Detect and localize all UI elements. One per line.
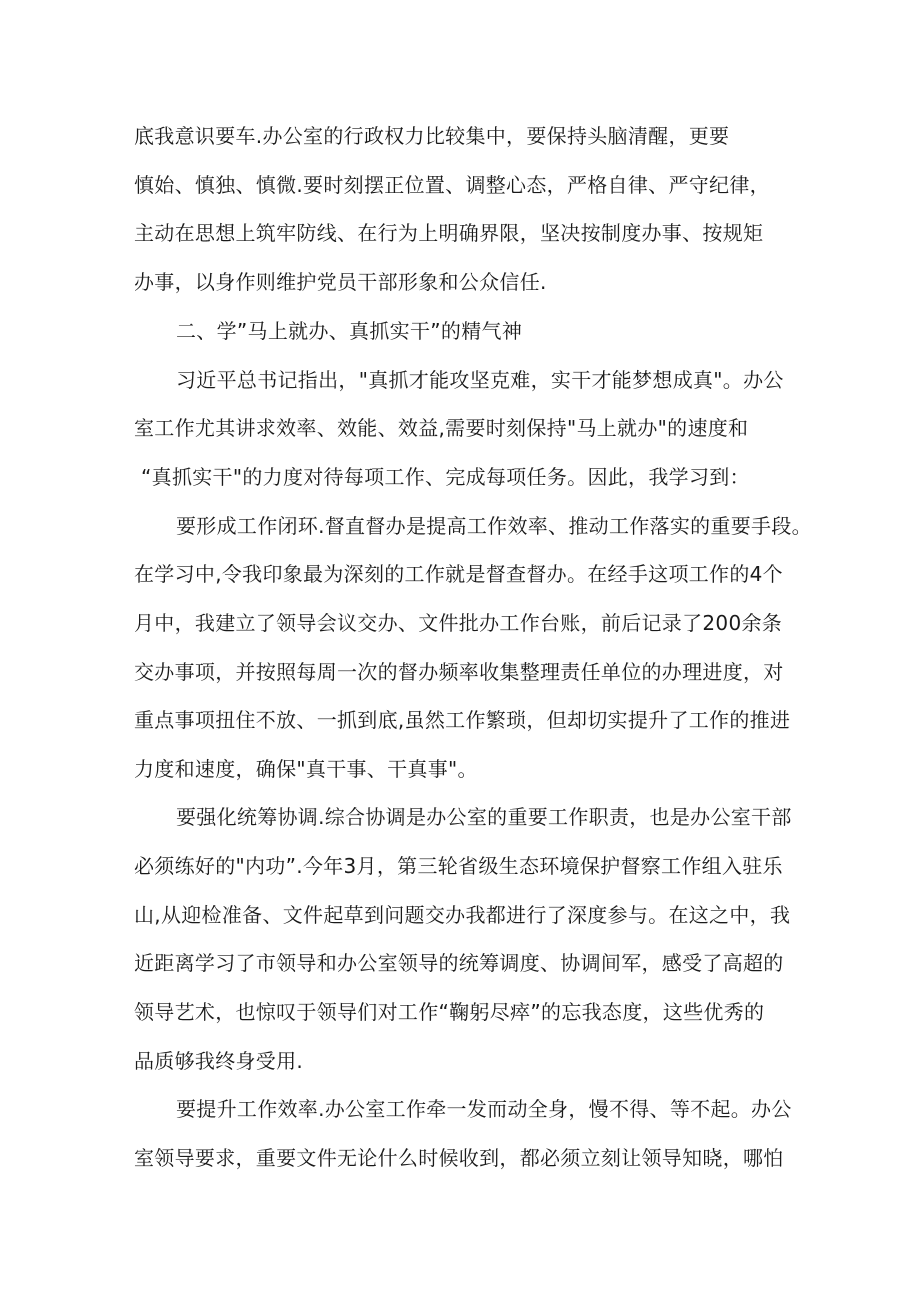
text-line-21: 要提升工作效率.办公室工作牵一发而动全身，慢不得、等不起。办公 — [176, 1097, 792, 1121]
text-line-7: 室工作尤其讲求效率、效能、效益,需要时刻保持"马上就办"的速度和 — [134, 416, 749, 440]
text-line-15: 要强化统筹协调.综合协调是办公室的重要工作职责，也是办公室干部 — [176, 805, 792, 829]
text-line-14: 力度和速度，确保"真干事、干真事"。 — [134, 757, 478, 781]
text-line-19: 领导艺术，也惊叹于领导们对工作“鞠躬尽瘁”的忘我态度，这些优秀的 — [134, 1000, 765, 1024]
text-line-8: “真抓实干"的力度对待每项工作、完成每项任务。因此，我学习到： — [141, 465, 750, 489]
text-line-22: 室领导要求，重要文件无论什么时候收到，都必须立刻让领导知晓，哪怕 — [134, 1146, 784, 1170]
text-line-12: 交办事项，并按照每周一次的督办频率收集整理责任单位的办理进度，对 — [134, 660, 784, 684]
text-line-4: 办事，以身作则维护党员干部形象和公众信任. — [134, 270, 547, 294]
text-line-17: 山,从迎检准备、文件起草到问题交办我都进行了深度参与。在这之中，我 — [134, 903, 791, 927]
section-heading: 二、学”马上就办、真抓实干”的精气神 — [176, 319, 523, 343]
text-line-18: 近距离学习了市领导和办公室领导的统筹调度、协调间军，感受了高超的 — [134, 951, 784, 975]
text-line-9: 要形成工作闭环.督直督办是提高工作效率、推动工作落实的重要手段。 — [176, 514, 812, 538]
text-line-3: 主动在思想上筑牢防线、在行为上明确界限，坚决按制度办事、按规矩 — [134, 221, 764, 245]
text-line-20: 品质够我终身受用. — [134, 1049, 304, 1073]
text-line-16: 必须练好的"内功”.今年3月，第三轮省级生态环境保护督察工作组入驻乐 — [134, 854, 783, 878]
text-line-13: 重点事项扭住不放、一抓到底,虽然工作繁琐，但却切实提升了工作的推进 — [134, 708, 791, 732]
text-line-11: 月中，我建立了领导会议交办、文件批办工作台账，前后记录了200余条 — [134, 611, 783, 635]
text-line-6: 习近平总书记指出，"真抓才能攻坚克难，实干才能梦想成真"。办公 — [176, 368, 784, 392]
text-line-1: 底我意识要车.办公室的行政权力比较集中，要保持头脑清醒，更要 — [134, 124, 730, 148]
text-line-2: 慎始、慎独、慎微.要时刻摆正位置、调整心态，严格自律、严守纪律， — [134, 173, 770, 197]
text-line-10: 在学习中,令我印象最为深刻的工作就是督查督办。在经手这项工作的4个 — [134, 562, 783, 586]
